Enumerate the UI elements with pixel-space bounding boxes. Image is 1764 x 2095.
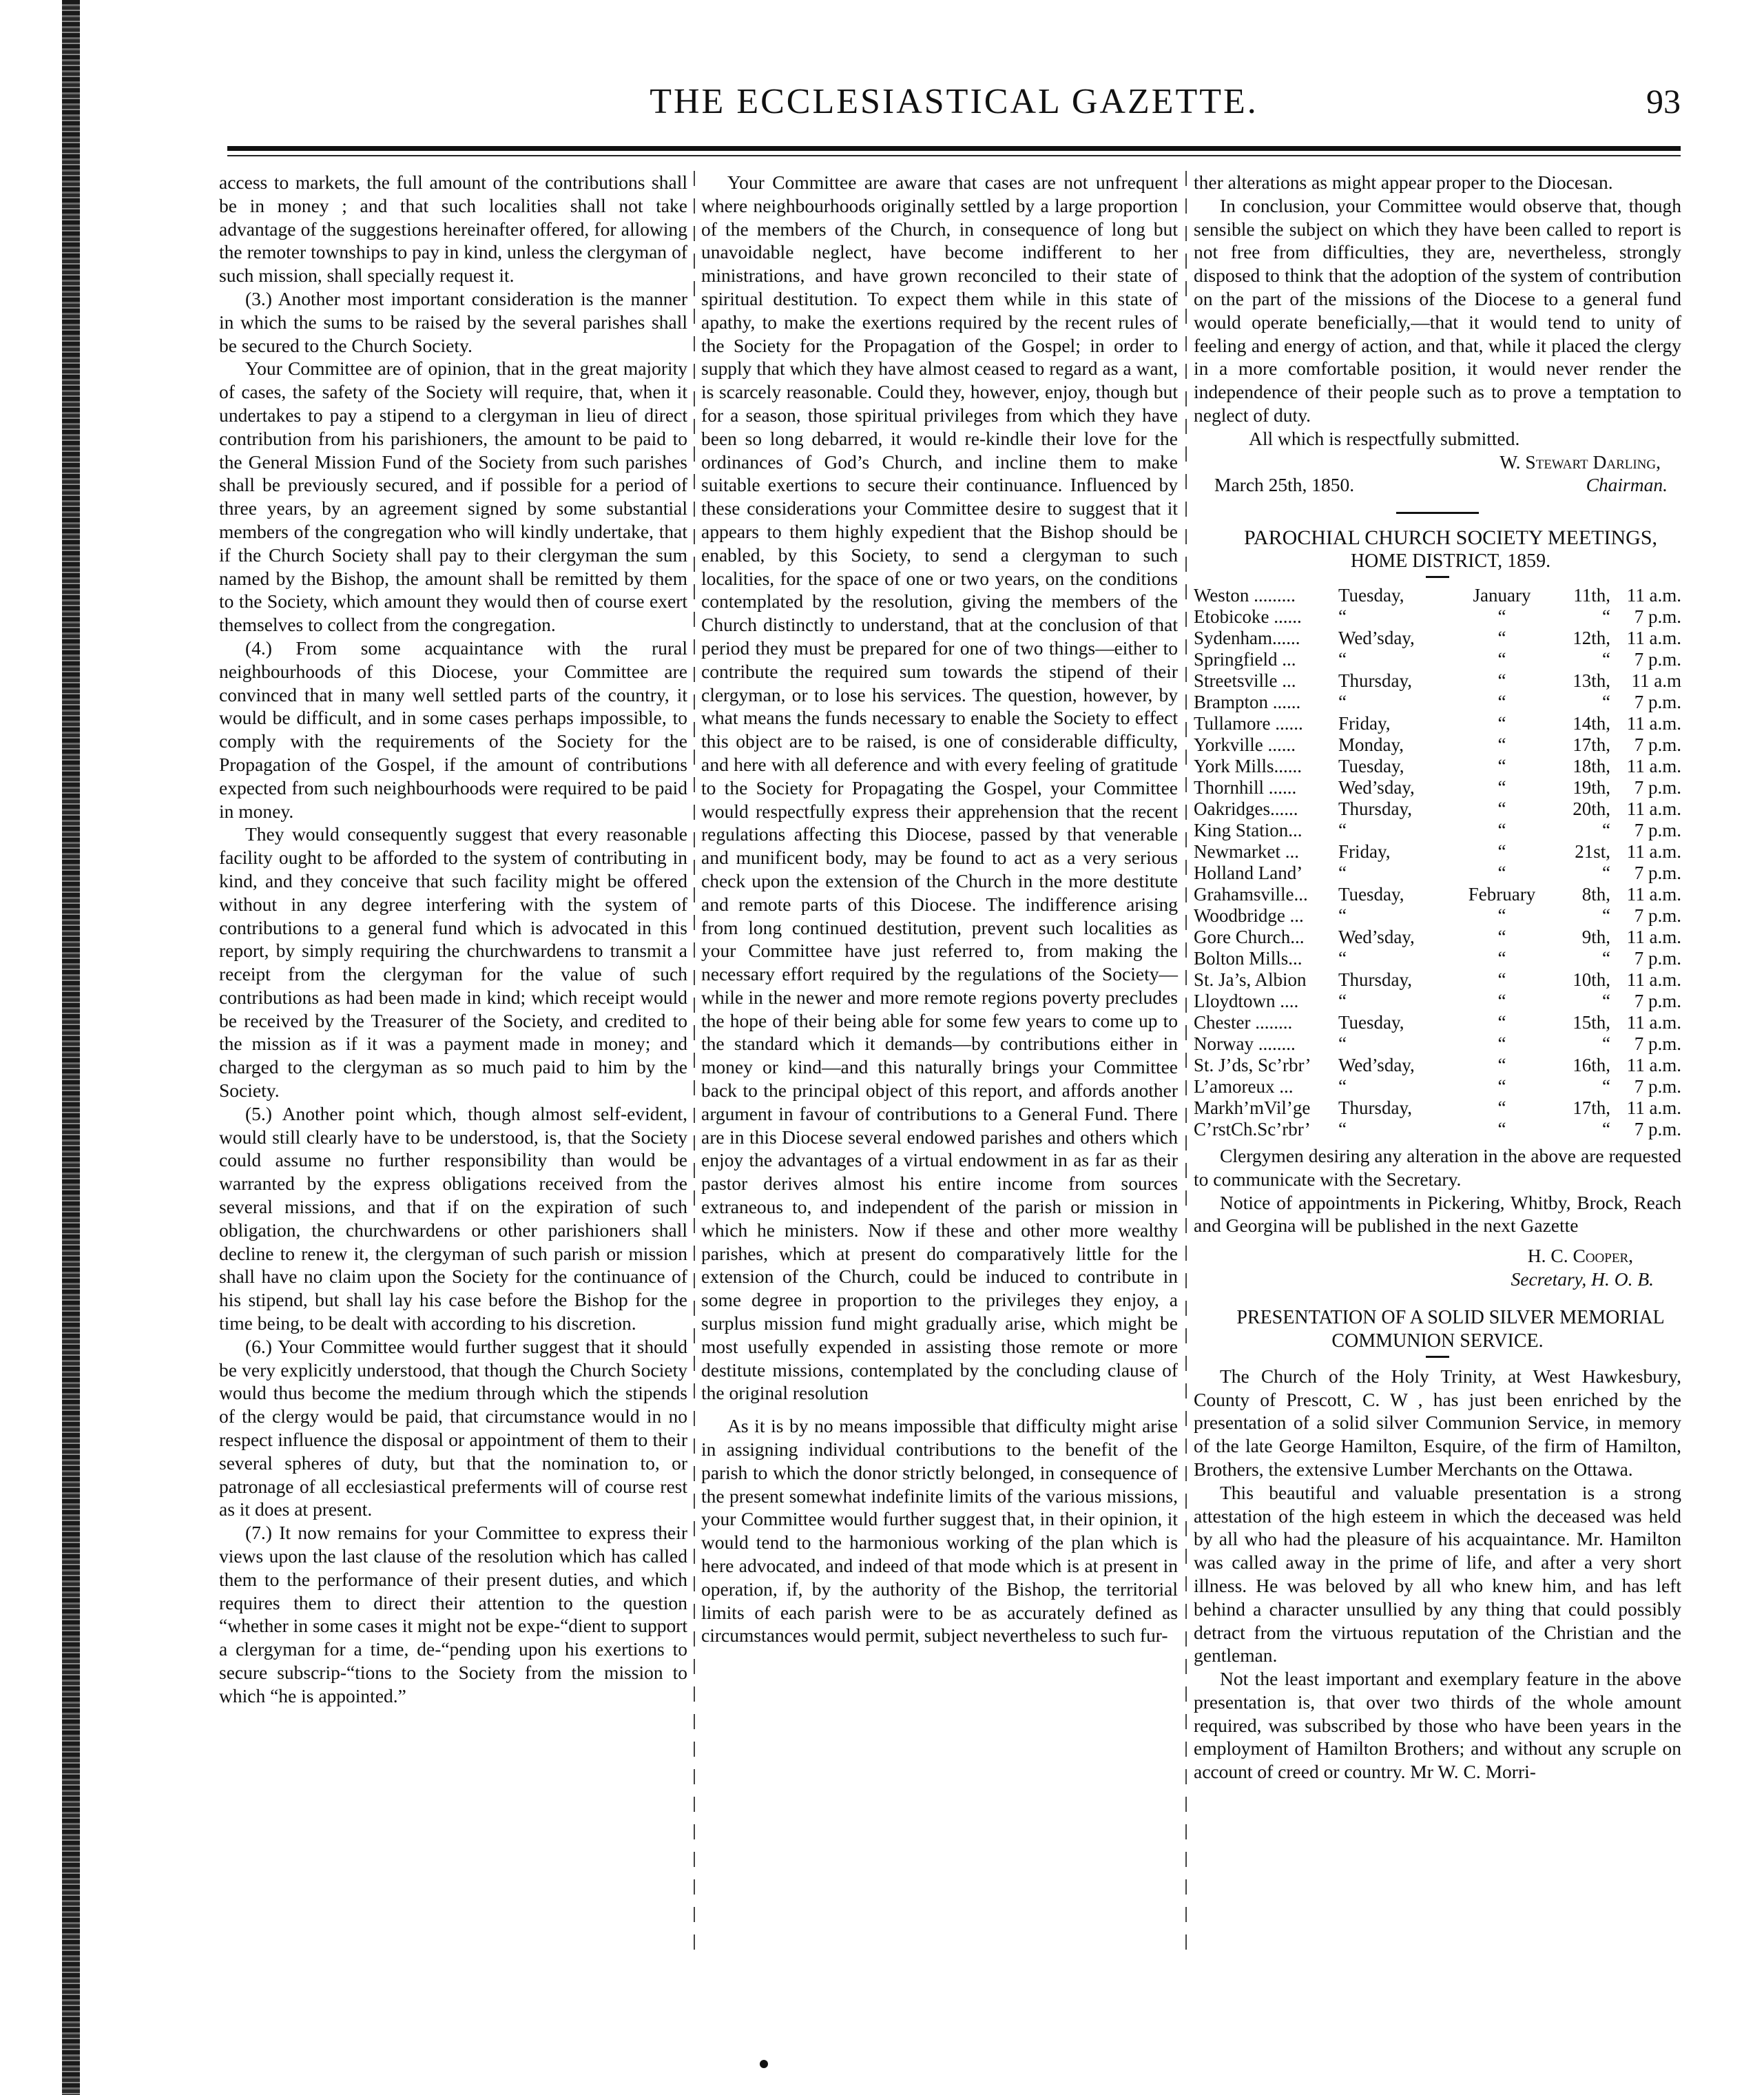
presentation-heading: PRESENTATION OF A SOLID SILVER MEMORIAL COMMUNION SERVICE. [1236, 1306, 1665, 1352]
schedule-day: “ [1338, 691, 1347, 712]
schedule-row [1194, 969, 1681, 991]
schedule-month: “ [1497, 712, 1506, 734]
paragraph: (5.) Another point which, though almost self-evident, would still clearly have to be understood, is, that the Society could assume no further responsibility than would be warranted by the express obligations received from the several missions, and that if on the expiration of such obligation, the churchwardens or other parishioners shall decline to renew it, the clergyman of such parish or mission shall have no claim upon the Society for the continuance of his stipend, but shall lay his case before the Bishop for the time being, to be dealt with according to his discretion. [219, 1102, 687, 1334]
schedule-month: “ [1497, 734, 1506, 755]
schedule-time: 7 p.m. [1634, 691, 1681, 712]
schedule-date: 11th, [1573, 584, 1610, 606]
schedule-date: 17th, [1573, 734, 1610, 755]
schedule-row [1194, 1119, 1681, 1140]
schedule-day: Friday, [1338, 840, 1391, 862]
schedule-time: 7 p.m. [1634, 947, 1681, 969]
chairman-title: Chairman. [1586, 474, 1668, 496]
schedule-place: Lloydtown .... [1194, 990, 1299, 1011]
meetings-heading: PAROCHIAL CHURCH SOCIETY MEETINGS, [1243, 526, 1658, 550]
schedule-row [1194, 649, 1681, 670]
schedule-date: “ [1602, 819, 1610, 840]
gazette-title: THE ECCLESIASTICAL GAZETTE. [650, 82, 1258, 121]
schedule-row [1194, 692, 1681, 713]
schedule-time: 7 p.m. [1634, 862, 1681, 883]
schedule-date: “ [1602, 606, 1610, 627]
paragraph: Your Committee are aware that cases are not unfrequent where neighbourhoods originally settled by a large proportion of the members of the Church, in consequence of long but unavoidable neglect, have become indifferent to her ministrations, and have grown reconciled to their state of spiritual destitution. To expect them while in this state of apathy, to make the exertions required by the recent rules of the Society for the Propagation of the Gospel; in order to supply that which they have almost ceased to regard as a want, is scarcely reasonable. Could they, however, enjoy, though but for a season, those spiritual privileges from which they have been so long debarred, it would re-kindle their love for the ordinances of God’s Church, and incline them to make suitable exertions to secure their continuance. Influenced by these considerations your Committee desire to suggest that it appears to them highly expedient that the Bishop should be enabled, by this Society, to send a clergyman to such localities, for the space of one or two years, on the conditions contemplated by the resolution, giving the members of the Church distinctly to understand, that at the conclusion of that period they must be prepared for one of two things—either to contribute the required sum towards the stipend of their clergyman, or to lose his services. The question, however, by what means the funds necessary to enable the Society to effect this object are to be raised, is one of considerable difficulty, and here with all deference and with every feeling of gratitude to the Society for Propagating the Gospel, your Committee would respectfully express their apprehension that the recent regulations affecting this Diocese, passed by that venerable and munificent body, may be found to act as a very serious check upon the extension of the Church in the more destitute and remote parts of this Diocese. The indifference arising from long continued destitution, prevent such localities as your Committee have just referred to, from making the necessary effort required by the regulations of the Society—while in the newer and more remote regions poverty precludes the hope of their being able for some few years to come up to the standard which it demands—by contributions either in money or kind—and this naturally brings your Committee back to the principal object of this report, and affords another argument in favour of contributions to a General Fund. There are in this Diocese several endowed parishes and others which enjoy the advantages of a virtual endowment in as far as their pastor derives almost his entire income from sources extraneous to, and independent of the parish or mission in which he ministers. Now if these and other more wealthy parishes, which at present do comparatively little for the extension of the Church, could be induced to contribute in some degree in proportion to the privileges they enjoy, a surplus mission fund might gradually arise, which might be most usefully expended in assisting those remote or more destitute missions, contemplated by the concluding clause of the original resolution [701, 172, 1178, 1404]
schedule-date: “ [1602, 1118, 1610, 1139]
schedule-time: 11 a.m. [1626, 1097, 1681, 1118]
schedule-row [1194, 841, 1681, 863]
schedule-time: 11 a.m. [1626, 627, 1681, 648]
schedule-day: “ [1338, 606, 1347, 627]
schedule-place: Yorkville ...... [1194, 734, 1296, 755]
schedule-day: Wed’sday, [1338, 776, 1415, 798]
schedule-day: “ [1338, 862, 1347, 883]
schedule-date: “ [1602, 1075, 1610, 1097]
schedule-place: Streetsville ... [1194, 670, 1296, 691]
schedule-place: Oakridges...... [1194, 798, 1298, 819]
schedule-time: 7 p.m. [1634, 648, 1681, 670]
schedule-time: 7 p.m. [1634, 734, 1681, 755]
schedule-day: Wed’sday, [1338, 1054, 1415, 1075]
schedule-row [1194, 628, 1681, 649]
paragraph: Your Committee are of opinion, that in the great majority of cases, the safety of the Society will require, that, when it undertakes to pay a stipend to a clergyman in lieu of direct contribution from his parishioners, the amount to be paid to the General Mission Fund of the Society from such parishes shall be previously secured, and if possible for a period of three years, by an agreement signed by some substantial members of the congregation who will kindly undertake, that if the Church Society shall pay to their clergyman the sum named by the Bishop, the amount shall be remitted by them to the Society, which amount they would then of course exert themselves to collect from the congregation. [219, 358, 687, 636]
schedule-time: 11 a.m. [1626, 840, 1681, 862]
header-rule-thick [227, 146, 1681, 151]
schedule-day: Wed’sday, [1338, 627, 1415, 648]
schedule-place: Chester ........ [1194, 1011, 1293, 1033]
schedule-month: February [1468, 883, 1536, 905]
schedule-row [1194, 948, 1681, 969]
schedule-time: 11 a.m. [1626, 1011, 1681, 1033]
schedule-place: St. Ja’s, Albion [1194, 969, 1307, 990]
schedule-time: 11 a.m. [1626, 926, 1681, 947]
schedule-time: 7 p.m. [1634, 905, 1681, 926]
schedule-month: “ [1497, 862, 1506, 883]
schedule-day: Tuesday, [1338, 755, 1404, 776]
paragraph: As it is by no means impossible that difficulty might arise in assigning individual contributions to the benefit of the parish to which the donor strictly belonged, in consequence of the present somewhat indefinite limits of the various missions, your Committee would further suggest that, in their opinion, it would tend to the harmonious working of the plan which is here advocated, and indeed of that mode which is at present in operation, if, by the authority of the Bishop, the territorial limits of each parish were to be as accurately defined as circumstances would permit, subject nevertheless to such fur- [701, 1415, 1178, 1647]
schedule-month: “ [1497, 1011, 1506, 1033]
schedule-day: Monday, [1338, 734, 1404, 755]
schedule-month: “ [1497, 969, 1506, 990]
paragraph: (3.) Another most important consideration is the manner in which the sums to be raised by the several parishes shall be secured to the Church Society. [219, 287, 687, 356]
schedule-time: 11 a.m. [1626, 969, 1681, 990]
signature-name: W. Stewart Darling, [1500, 451, 1661, 473]
paragraph: Notice of appointments in Pickering, Whitby, Brock, Reach and Georgina will be published in the next Gazette [1194, 1191, 1681, 1237]
section-rule [1396, 512, 1479, 514]
schedule-row [1194, 670, 1681, 692]
schedule-day: “ [1338, 905, 1347, 926]
schedule-time: 11 a.m. [1626, 584, 1681, 606]
schedule-date: 20th, [1573, 798, 1610, 819]
schedule-row [1194, 585, 1681, 606]
schedule-month: “ [1497, 1033, 1506, 1054]
schedule-place: L’amoreux ... [1194, 1075, 1294, 1097]
page-dot [760, 2060, 768, 2068]
schedule-time: 7 p.m. [1634, 776, 1681, 798]
schedule-date: 15th, [1573, 1011, 1610, 1033]
schedule-date: “ [1602, 1033, 1610, 1054]
schedule-day: Tuesday, [1338, 1011, 1404, 1033]
schedule-place: Markh’mVil’ge [1194, 1097, 1311, 1118]
schedule-row [1194, 1012, 1681, 1033]
schedule-month: “ [1497, 1118, 1506, 1139]
schedule-month: “ [1497, 1075, 1506, 1097]
schedule-date: “ [1602, 947, 1610, 969]
schedule-month: “ [1497, 691, 1506, 712]
schedule-date: 18th, [1573, 755, 1610, 776]
column-3 [1194, 171, 1681, 1784]
report-date: March 25th, 1850. [1214, 474, 1355, 496]
schedule-month: “ [1497, 755, 1506, 776]
schedule-place: Tullamore ...... [1194, 712, 1303, 734]
schedule-month: “ [1497, 1054, 1506, 1075]
schedule-day: “ [1338, 990, 1347, 1011]
schedule-date: 9th, [1581, 926, 1610, 947]
schedule-place: York Mills...... [1194, 755, 1303, 776]
secretary-name: H. C. Cooper, [1527, 1245, 1633, 1267]
schedule-time: 11 a.m. [1626, 712, 1681, 734]
schedule-time: 7 p.m. [1634, 819, 1681, 840]
schedule-day: Friday, [1338, 712, 1391, 734]
paragraph: Not the least important and exemplary feature in the above presentation is, that over two thirds of the whole amount required, was subscribed by those who have been years in the employment of Hamilton Brothers; and without any scruple on account of creed or country. Mr W. C. Morri- [1194, 1668, 1681, 1783]
schedule-month: “ [1497, 905, 1506, 926]
schedule-day: “ [1338, 1075, 1347, 1097]
schedule-month: January [1473, 584, 1531, 606]
column-separator-2 [1185, 171, 1187, 1962]
paragraph: (4.) From some acquaintance with the rural neighbourhoods of this Diocese, your Committee are convinced that in many well settled parts of the country, it would be difficult, and in some cases perhaps impossible, to comply with the requirements of the Society for the Propagation of the Gospel, if the amount of contributions expected from such neighbourhoods were required to be paid in money. [219, 637, 687, 822]
schedule-month: “ [1497, 926, 1506, 947]
schedule-month: “ [1497, 627, 1506, 648]
schedule-row [1194, 927, 1681, 948]
schedule-day: “ [1338, 947, 1347, 969]
schedule-time: 11 a.m [1631, 670, 1681, 691]
schedule-time: 7 p.m. [1634, 606, 1681, 627]
schedule-place: Brampton ...... [1194, 691, 1301, 712]
schedule-month: “ [1497, 1097, 1506, 1118]
schedule-place: Woodbridge ... [1194, 905, 1304, 926]
schedule-day: Tuesday, [1338, 883, 1404, 905]
column-1 [219, 171, 687, 1708]
paragraph: (6.) Your Committee would further suggest that it should be very explicitly understood, that though the Church Society would thus become the medium through which the stipends of the clergy would be paid, that circumstance would in no respect influence the disposal or appointment of them to their several spheres of duty, but that the nomination to, or patronage of all ecclesiastical preferments will of course rest as it does at present. [219, 1335, 687, 1520]
schedule-day: Thursday, [1338, 969, 1412, 990]
schedule-place: Bolton Mills... [1194, 947, 1303, 969]
schedule-date: “ [1602, 862, 1610, 883]
schedule-row [1194, 1055, 1681, 1076]
schedule-row [1194, 863, 1681, 884]
schedule-row [1194, 606, 1681, 628]
schedule-row [1194, 905, 1681, 927]
schedule-day: Thursday, [1338, 670, 1412, 691]
column-2 [701, 171, 1178, 1647]
paragraph: (7.) It now remains for your Committee to express their views upon the last clause of the resolution which has called them to the performance of their present duties, and which requires them to direct their attention to the question “whether in some cases it might not be expe-“dient to support a clergyman for a time, de-“pending upon his exertions to secure subscrip-“tions to the Society from the mission to which “he is appointed.” [219, 1522, 687, 1706]
schedule-row [1194, 1097, 1681, 1119]
page-header [227, 81, 1681, 130]
schedule-date: 21st, [1575, 840, 1610, 862]
schedule-day: Wed’sday, [1338, 926, 1415, 947]
schedule-month: “ [1497, 648, 1506, 670]
paragraph: They would consequently suggest that every reasonable facility ought to be afforded to the system of contributing in kind, and they conceive that such facility might be offered without in any degree interfering with the system of contributions to a general fund which is advocated in this report, by simply requiring the churchwardens to transmit a receipt from the clergyman for the value of such contributions as had been made in kind; which receipt would be received by the Treasurer of the Society, and credited to the mission as if it was a payment made in money; and charged to the clergyman as so much paid to him by the Society. [219, 823, 687, 1102]
paragraph: In conclusion, your Committee would observe that, though sensible the subject on which they have been called to report is not free from difficulties, they are, nevertheless, strongly disposed to think that the adoption of the system of contribution on the part of the missions of the Diocese to a general fund would operate beneficially,—that it would tend to unity of feeling and energy of action, and that, while it placed the clergy in a more comfortable position, it would never render the independence of their people such as to prove a temptation to neglect of duty. [1194, 194, 1681, 426]
schedule-place: Holland Land’ [1194, 862, 1303, 883]
signature-dateline [1194, 473, 1681, 497]
schedule-date: 16th, [1573, 1054, 1610, 1075]
schedule-date: “ [1602, 905, 1610, 926]
schedule-day: “ [1338, 1033, 1347, 1054]
paragraph: This beautiful and valuable presentation is a strong attestation of the high esteem in which the deceased was held by all who had the pleasure of his acquaintance. Mr. Hamilton was called away in the prime of life, and after a very short illness. He was beloved by all who knew him, and has left behind a character unsullied by any thing that could possibly detract from the virtuous reputation of the Christian and the gentleman. [1194, 1481, 1681, 1666]
schedule-row [1194, 756, 1681, 777]
paragraph: Clergymen desiring any alteration in the above are requested to communicate with the Secretary. [1194, 1144, 1681, 1190]
schedule-day: “ [1338, 1118, 1347, 1139]
paragraph: The Church of the Holy Trinity, at West Hawkesbury, County of Prescott, C. W , has just been enriched by the presentation of a solid silver Communion Service, in memory of the late George Hamilton, Esquire, of the firm of Hamilton, Brothers, the extensive Lumber Merchants on the Ottawa. [1194, 1365, 1681, 1480]
schedule-date: 17th, [1573, 1097, 1610, 1118]
header-rule-thin [227, 155, 1681, 156]
schedule-place: Sydenham...... [1194, 627, 1300, 648]
schedule-date: “ [1602, 648, 1610, 670]
page-number: 93 [1646, 82, 1681, 121]
schedule-date: 8th, [1581, 883, 1610, 905]
schedule-place: Norway ........ [1194, 1033, 1296, 1054]
schedule-time: 11 a.m. [1626, 883, 1681, 905]
schedule-place: Springfield ... [1194, 648, 1296, 670]
schedule-row [1194, 820, 1681, 841]
schedule-date: 13th, [1573, 670, 1610, 691]
schedule-month: “ [1497, 819, 1506, 840]
schedule-month: “ [1497, 606, 1506, 627]
schedule-time: 7 p.m. [1634, 1075, 1681, 1097]
schedule-row [1194, 798, 1681, 820]
schedule-month: “ [1497, 990, 1506, 1011]
paragraph: access to markets, the full amount of the contributions shall be in money ; and that such localities shall not take advantage of the suggestions hereinafter offered, for allowing the remoter townships to pay in kind, unless the clergyman of such mission, shall specially request it. [219, 172, 687, 287]
schedule-day: Tuesday, [1338, 584, 1404, 606]
schedule-day: “ [1338, 648, 1347, 670]
schedule-row [1194, 777, 1681, 798]
schedule-place: Etobicoke ...... [1194, 606, 1302, 627]
schedule-time: 11 a.m. [1626, 1054, 1681, 1075]
schedule-place: C’rstCh.Sc’rbr’ [1194, 1118, 1311, 1139]
schedule-time: 7 p.m. [1634, 1118, 1681, 1139]
submission-line: All which is respectfully submitted. [1249, 427, 1520, 449]
schedule-place: Thornhill ...... [1194, 776, 1297, 798]
schedule-time: 7 p.m. [1634, 990, 1681, 1011]
secretary-title: Secretary, H. O. B. [1511, 1268, 1654, 1290]
schedule-place: Newmarket ... [1194, 840, 1299, 862]
schedule-month: “ [1497, 670, 1506, 691]
schedule-date: 12th, [1573, 627, 1610, 648]
column-separator-1 [694, 171, 695, 1962]
schedule-day: “ [1338, 819, 1347, 840]
schedule-row [1194, 713, 1681, 734]
section-dash [1426, 1356, 1449, 1358]
meetings-schedule [1194, 585, 1681, 1140]
schedule-row [1194, 991, 1681, 1012]
schedule-month: “ [1497, 776, 1506, 798]
schedule-time: 7 p.m. [1634, 1033, 1681, 1054]
schedule-row [1194, 734, 1681, 756]
schedule-place: Grahamsville... [1194, 883, 1308, 905]
section-dash [1426, 576, 1449, 578]
schedule-row [1194, 884, 1681, 905]
schedule-date: 19th, [1573, 776, 1610, 798]
schedule-month: “ [1497, 840, 1506, 862]
schedule-date: “ [1602, 990, 1610, 1011]
schedule-row [1194, 1033, 1681, 1055]
schedule-day: Thursday, [1338, 798, 1412, 819]
scan-edge [62, 0, 80, 2095]
schedule-place: St. J’ds, Sc’rbr’ [1194, 1054, 1311, 1075]
schedule-month: “ [1497, 798, 1506, 819]
schedule-day: Thursday, [1338, 1097, 1412, 1118]
schedule-place: King Station... [1194, 819, 1303, 840]
schedule-date: “ [1602, 691, 1610, 712]
schedule-month: “ [1497, 947, 1506, 969]
schedule-place: Weston ......... [1194, 584, 1296, 606]
schedule-date: 10th, [1573, 969, 1610, 990]
schedule-time: 11 a.m. [1626, 755, 1681, 776]
schedule-date: 14th, [1573, 712, 1610, 734]
schedule-time: 11 a.m. [1626, 798, 1681, 819]
schedule-place: Gore Church... [1194, 926, 1305, 947]
meetings-subheading: HOME DISTRICT, 1859. [1350, 550, 1551, 572]
schedule-row [1194, 1076, 1681, 1097]
paragraph: ther alterations as might appear proper to the Diocesan. [1194, 172, 1613, 193]
